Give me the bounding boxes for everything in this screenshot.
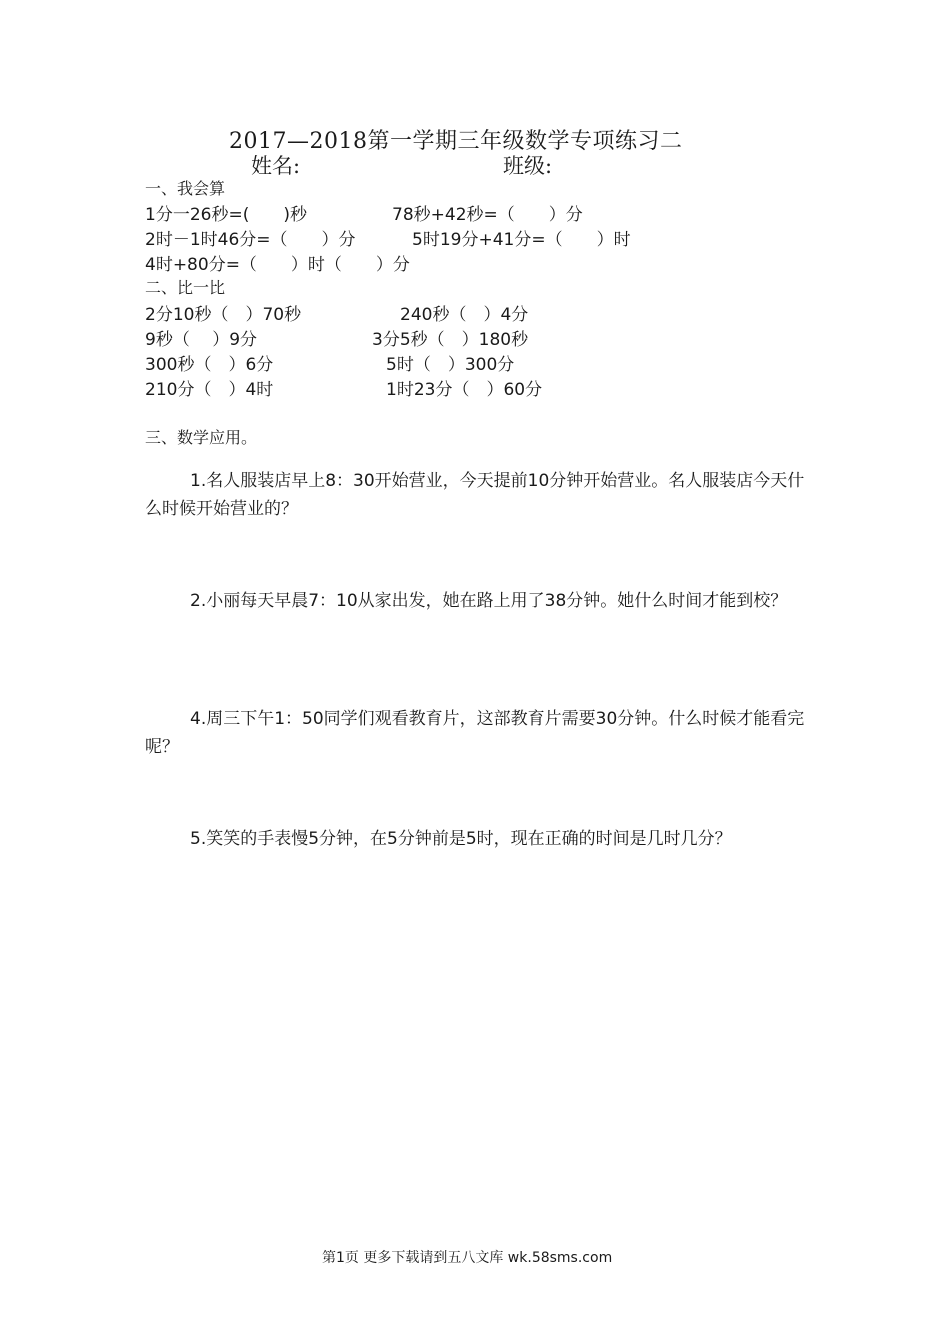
word-problem <box>145 587 810 615</box>
compare-item: 5时（ ）300分 <box>386 355 515 375</box>
problem-text: 5.笑笑的手表慢5分钟，在5分钟前是5时，现在正确的时间是几时几分？ <box>190 829 732 849</box>
page-footer: 第1页 更多下载请到五八文库 wk.58sms.com <box>322 1250 613 1266</box>
name-label: 姓名: <box>251 154 301 178</box>
problem-text: 2.小丽每天早晨7：10从家出发，她在路上用了38分钟。她什么时间才能到校？ <box>190 591 788 611</box>
word-problem <box>145 825 845 853</box>
compare-item: 300秒（ ）6分 <box>145 355 274 375</box>
compare-item: 9秒（ ）9分 <box>145 330 258 350</box>
compare-item: 240秒（ ）4分 <box>400 305 529 325</box>
problem-text: 1.名人服装店早上8：30开始营业，今天提前10分钟开始营业。名人服装店今天什么时候开始营业的？ <box>145 471 805 519</box>
compare-item: 1时23分（ ）60分 <box>386 380 543 400</box>
word-problem <box>145 467 810 523</box>
problem-text: 4.周三下午1：50同学们观看教育片，这部教育片需要30分钟。什么时候才能看完呢？ <box>145 709 805 757</box>
section-1-heading: 一、我会算 <box>145 179 226 198</box>
worksheet-title: 2017—2018第一学期三年级数学专项练习二 <box>229 129 683 154</box>
compare-item: 2分10秒（ ）70秒 <box>145 305 302 325</box>
section-2-heading: 二、比一比 <box>145 278 226 297</box>
word-problem <box>145 705 810 761</box>
class-label: 班级: <box>503 154 553 178</box>
calc-item: 1分一26秒=( )秒 <box>145 205 307 225</box>
calc-item: 5时19分+41分=（ ）时 <box>412 230 631 250</box>
calc-item: 2时－1时46分=（ ）分 <box>145 230 356 250</box>
compare-item: 3分5秒（ ）180秒 <box>372 330 529 350</box>
section-3-heading: 三、数学应用。 <box>145 428 258 447</box>
calc-item: 78秒+42秒=（ ）分 <box>392 205 583 225</box>
calc-item: 4时+80分=（ ）时（ ）分 <box>145 255 410 275</box>
compare-item: 210分（ ）4时 <box>145 380 274 400</box>
